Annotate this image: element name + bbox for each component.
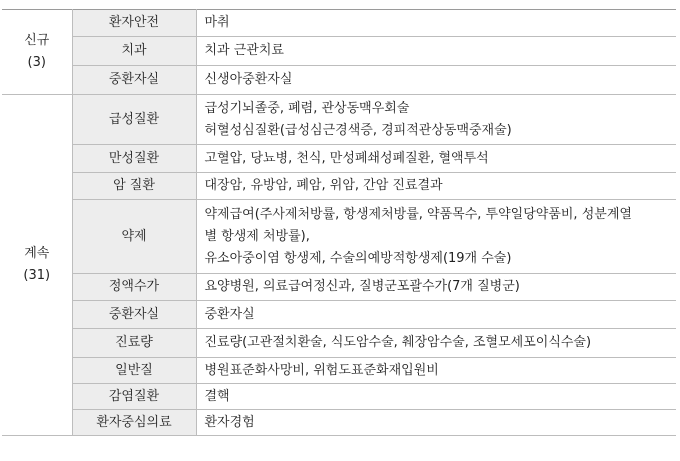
item-line: 결핵 [204,388,230,404]
item-line: 허혈성심질환(급성심근경색증, 경피적관상동맥중재술) [204,122,512,138]
group-count: (31) [23,268,51,283]
item-cell [196,145,676,173]
subcategory-cell: 환자중심의료 [72,410,196,436]
group-cell-continuing [2,95,72,436]
subcategory-cell: 암 질환 [72,173,196,200]
table-row [2,66,676,95]
subcategory-cell: 치과 [72,37,196,66]
subcategory-cell: 급성질환 [72,95,196,145]
item-cell [196,301,676,329]
table-row [2,384,676,410]
table-row [2,358,676,384]
group-name: 계속 [24,246,50,261]
table-row [2,410,676,436]
item-line: 신생아중환자실 [204,72,293,87]
subcategory-cell: 약제 [72,200,196,274]
item-cell [196,329,676,358]
evaluation-table [2,9,676,436]
item-line: 요양병원, 의료급여정신과, 질병군포괄수가(7개 질병군) [204,279,520,294]
item-line: 중환자실 [204,306,255,322]
table-row [2,173,676,200]
table-row [2,37,676,66]
subcategory-cell: 진료량 [72,329,196,358]
subcategory-cell: 중환자실 [72,301,196,329]
subcategory-cell: 중환자실 [72,66,196,95]
group-count: (3) [27,55,46,70]
item-cell [196,200,676,274]
item-line: 환자경험 [204,414,255,430]
item-cell [196,358,676,384]
subcategory-cell: 감염질환 [72,384,196,410]
table-row [2,301,676,329]
subcategory-cell: 일반질 [72,358,196,384]
item-cell [196,173,676,200]
item-line: 치과 근관치료 [204,43,284,58]
item-line: 진료량(고관절치환술, 식도암수술, 췌장암수술, 조혈모세포이식수술) [204,335,592,350]
item-cell [196,384,676,410]
table-row [2,145,676,173]
item-line: 고혈압, 당뇨병, 천식, 만성폐쇄성폐질환, 혈액투석 [204,150,489,166]
item-line: 약제급여(주사제처방률, 항생제처방률, 약품목수, 투약일당약품비, 성분계열 [204,206,632,222]
item-cell [196,95,676,145]
subcategory-cell: 만성질환 [72,145,196,173]
item-cell [196,37,676,66]
group-name: 신규 [24,33,50,48]
table-row [2,200,676,274]
subcategory-cell: 환자안전 [72,10,196,37]
item-cell [196,274,676,301]
item-cell [196,10,676,37]
table-row [2,329,676,358]
table-row [2,274,676,301]
item-cell [196,410,676,436]
table-row [2,95,676,145]
subcategory-cell: 정액수가 [72,274,196,301]
item-line: 대장암, 유방암, 폐암, 위암, 간암 진료결과 [204,178,443,193]
group-cell-new [2,10,72,95]
item-line: 별 항생제 처방률), [204,228,310,244]
item-line: 마취 [204,15,230,30]
item-line: 급성기뇌졸중, 폐렴, 관상동맥우회술 [204,100,410,116]
item-cell [196,66,676,95]
table-row [2,10,676,37]
item-line: 병원표준화사망비, 위험도표준화재입원비 [204,362,439,378]
item-line: 유소아중이염 항생제, 수술의예방적항생제(19개 수술) [204,250,512,266]
